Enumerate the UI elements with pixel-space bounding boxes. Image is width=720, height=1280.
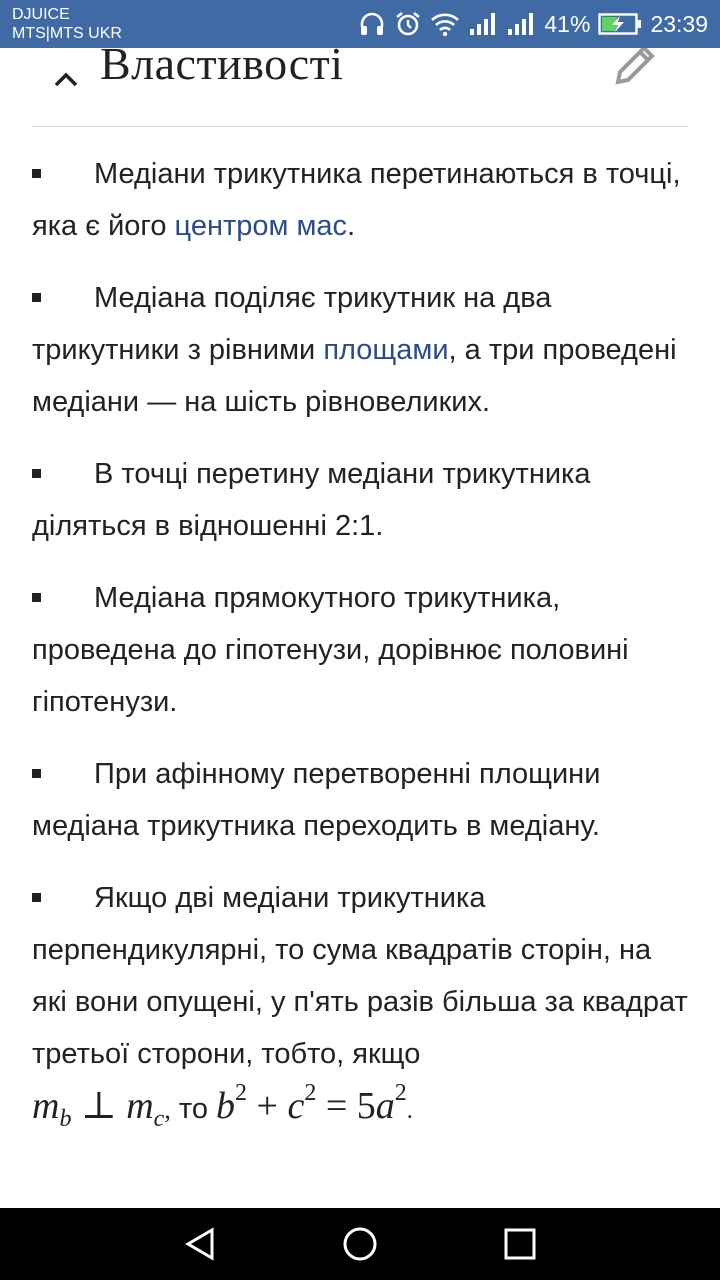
- carrier-line-1: DJUICE: [12, 6, 70, 23]
- section-title: Властивості: [100, 48, 344, 89]
- battery-percent: 41%: [544, 10, 591, 37]
- alarm-icon: [394, 10, 422, 38]
- back-icon[interactable]: [182, 1226, 218, 1262]
- status-icons: [358, 0, 708, 48]
- formula-math: $m_b$ ⊥ $m_c$,: [32, 1085, 171, 1132]
- list-item: [32, 448, 692, 552]
- clock-time: 23:39: [650, 10, 708, 37]
- bullet: [32, 469, 41, 478]
- pencil-icon[interactable]: [610, 48, 658, 90]
- item-text: Медіани трикутника перетинаються в точці, яка є його: [32, 158, 681, 242]
- chevron-up-icon[interactable]: [52, 66, 80, 94]
- list-item: [32, 572, 692, 728]
- list-item: [32, 272, 692, 428]
- section-header[interactable]: [0, 48, 720, 128]
- formula-math: $b^2 + c^2 = 5a^2$.: [216, 1080, 413, 1127]
- list-item: [32, 748, 692, 852]
- bullet: [32, 769, 41, 778]
- bullet: [32, 893, 41, 902]
- link-center-of-mass[interactable]: центром мас: [174, 210, 348, 242]
- carrier-line-2: MTS|MTS UKR: [12, 25, 122, 42]
- formula-to-word: то: [170, 1093, 217, 1125]
- signal-icon: [468, 11, 498, 37]
- signal-icon: [506, 11, 536, 37]
- item-text: Медіана прямокутного трикутника, проведена до гіпотенузи, дорівнює половині гіпотенузи.: [32, 582, 629, 718]
- list-item: [32, 148, 692, 252]
- battery-icon: [598, 12, 642, 36]
- item-text: При афінному перетворенні площини медіана трикутника переходить в медіану.: [32, 758, 601, 842]
- status-bar: [0, 0, 720, 48]
- link-areas[interactable]: площами: [323, 334, 449, 366]
- bullet: [32, 293, 41, 302]
- article-content: [0, 48, 720, 1208]
- headphones-icon: [358, 10, 386, 38]
- carrier-info: [12, 5, 122, 43]
- list-item: [32, 872, 692, 1136]
- item-text: , а три проведені медіани — на шість рівновеликих.: [32, 334, 677, 418]
- wifi-icon: [430, 11, 460, 37]
- bullet: [32, 593, 41, 602]
- navigation-bar: [0, 1208, 720, 1280]
- item-text: Медіана поділяє трикутник на два трикутники з рівними: [32, 282, 552, 366]
- item-text: В точці перетину медіани трикутника діляться в відношенні 2:1.: [32, 458, 591, 542]
- bullet: [32, 169, 41, 178]
- recents-icon[interactable]: [502, 1226, 538, 1262]
- section-divider: [32, 126, 688, 127]
- formula-perpendicular-medians: [32, 1080, 692, 1136]
- properties-list: [32, 148, 692, 1156]
- item-text: .: [347, 210, 356, 242]
- item-text: Якщо дві медіани трикутника перпендикулярні, то сума квадратів сторін, на які вони опущені, у п'ять разів більша за квадрат третьої сторони, тобто, якщо: [32, 882, 688, 1070]
- home-icon[interactable]: [342, 1226, 378, 1262]
